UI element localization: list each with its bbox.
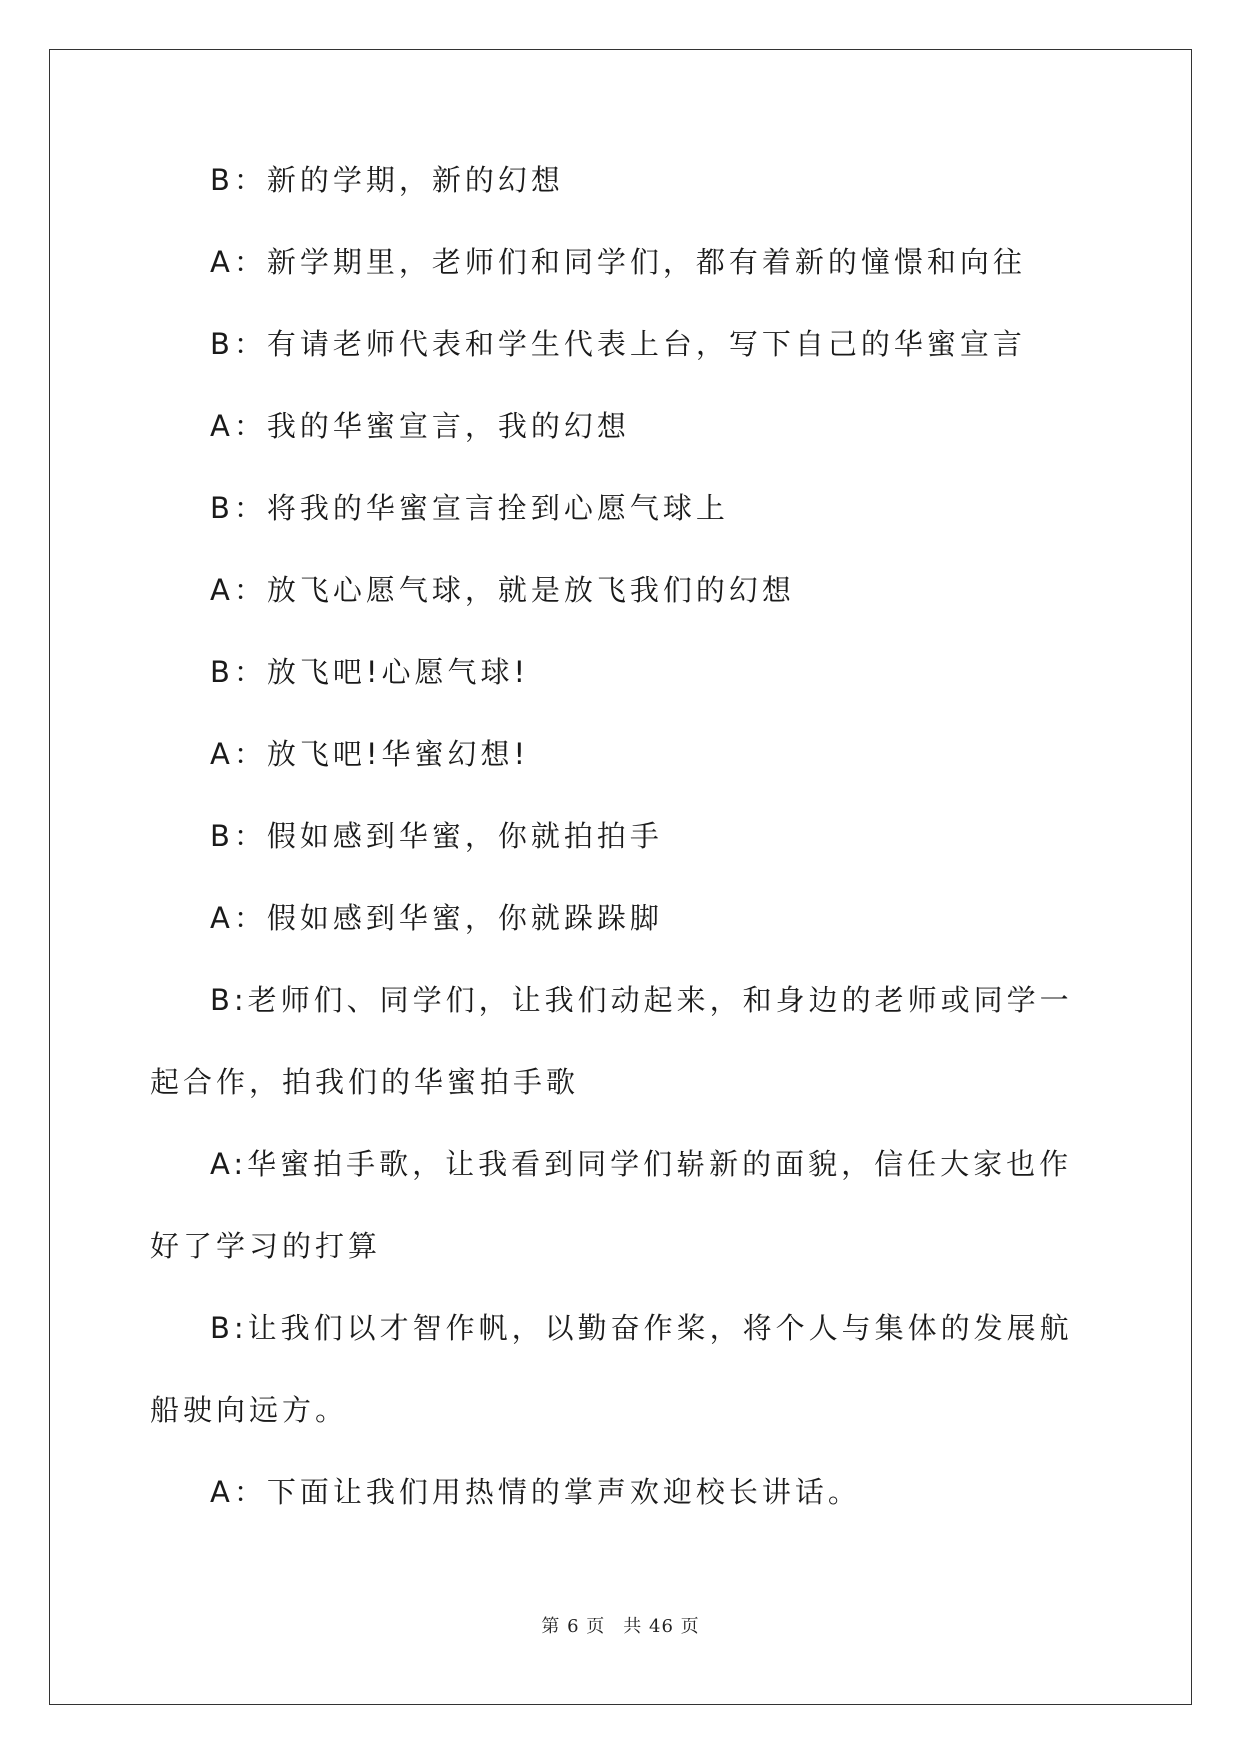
paragraph-text: A：下面让我们用热情的掌声欢迎校长讲话。 [210, 1475, 861, 1509]
paragraph [150, 303, 1090, 385]
paragraph [150, 631, 1090, 713]
paragraph-text: B:老师们、同学们，让我们动起来，和身边的老师或同学一起合作，拍我们的华蜜拍手歌 [150, 983, 1073, 1099]
paragraph-text: A：假如感到华蜜，你就跺跺脚 [210, 901, 663, 935]
paragraph-text: B：新的学期，新的幻想 [210, 163, 564, 197]
paragraph-text: B：假如感到华蜜，你就拍拍手 [210, 819, 663, 853]
paragraph-text: A：我的华蜜宣言，我的幻想 [210, 409, 630, 443]
paragraph-text: B：将我的华蜜宣言拴到心愿气球上 [210, 491, 729, 525]
paragraph [150, 1123, 1090, 1287]
paragraph-text: B:让我们以才智作帆，以勤奋作桨，将个人与集体的发展航船驶向远方。 [150, 1311, 1073, 1427]
paragraph [150, 385, 1090, 467]
paragraph-text: B：有请老师代表和学生代表上台，写下自己的华蜜宣言 [210, 327, 1026, 361]
paragraph [150, 959, 1090, 1123]
paragraph [150, 139, 1090, 221]
paragraph [150, 467, 1090, 549]
page-number: 第 6 页 [541, 1616, 606, 1637]
paragraph [150, 1451, 1090, 1533]
paragraph [150, 795, 1090, 877]
paragraph-text: B：放飞吧!心愿气球! [210, 655, 530, 689]
paragraph-text: A：放飞吧!华蜜幻想! [210, 737, 530, 771]
paragraph [150, 713, 1090, 795]
page-footer [0, 1612, 1241, 1638]
paragraph [150, 221, 1090, 303]
paragraph [150, 877, 1090, 959]
paragraph-text: A:华蜜拍手歌，让我看到同学们崭新的面貌，信任大家也作好了学习的打算 [150, 1147, 1073, 1263]
paragraph [150, 1287, 1090, 1451]
paragraph-text: A：新学期里，老师们和同学们，都有着新的憧憬和向往 [210, 245, 1026, 279]
paragraph-text: A：放飞心愿气球，就是放飞我们的幻想 [210, 573, 795, 607]
paragraph [150, 549, 1090, 631]
page-total: 共 46 页 [623, 1616, 700, 1637]
document-body [150, 165, 1090, 1533]
